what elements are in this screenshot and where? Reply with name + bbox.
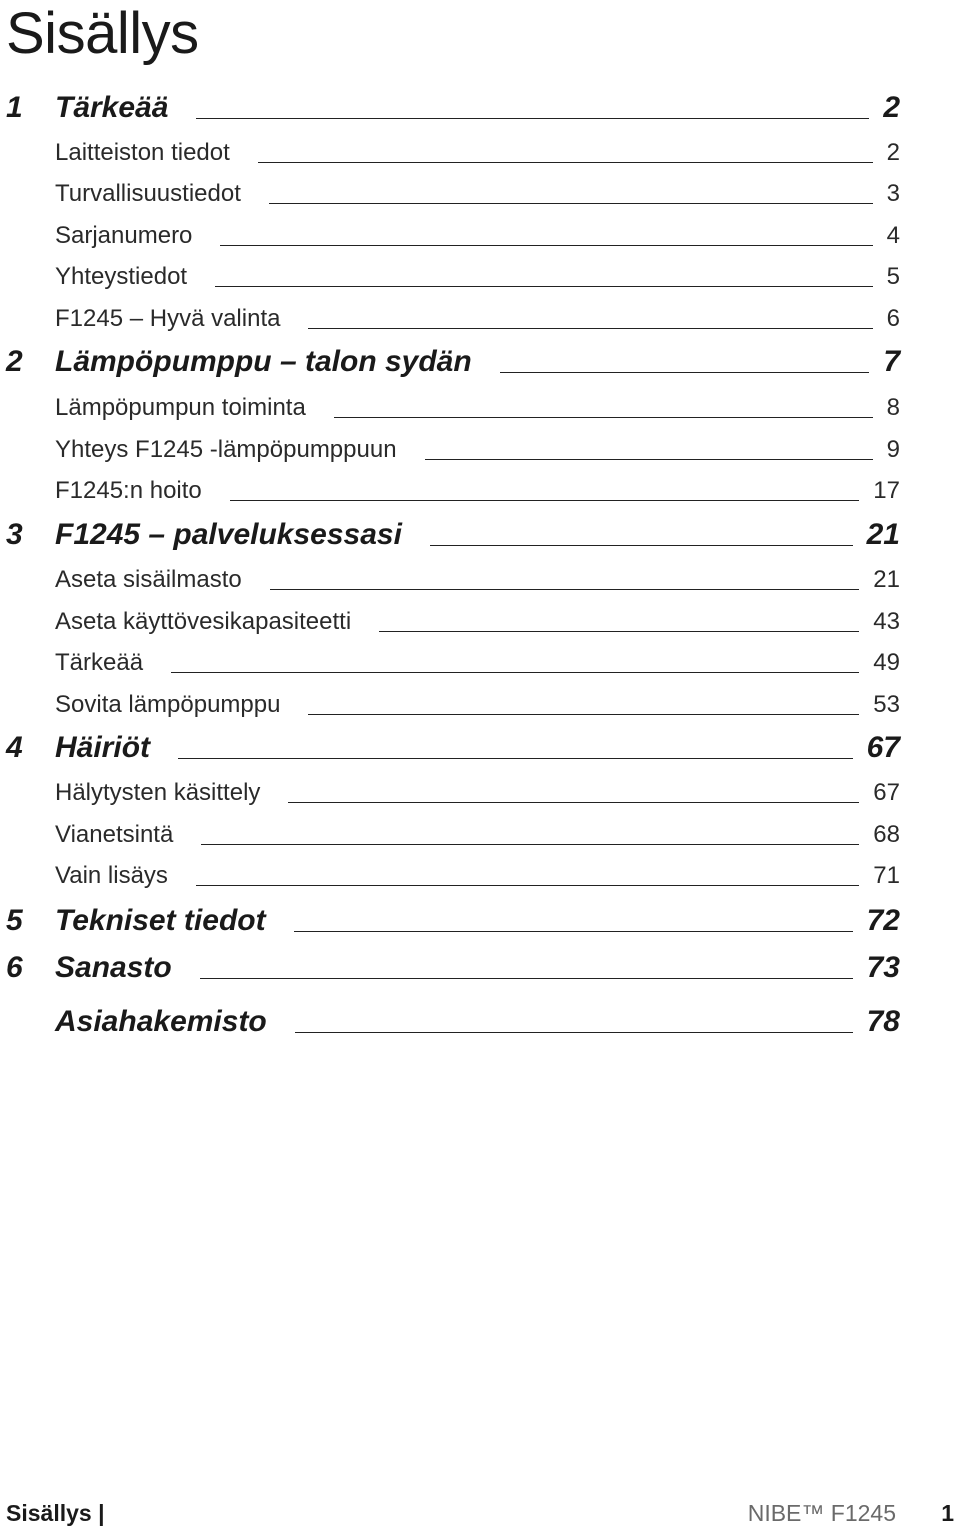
toc-page-number: 7 <box>883 345 900 378</box>
toc-section-row[interactable] <box>0 563 960 597</box>
toc-section-row[interactable] <box>0 219 960 253</box>
toc-page-number: 53 <box>873 691 900 718</box>
toc-page-number: 67 <box>873 779 900 806</box>
toc-page-number: 3 <box>886 180 900 207</box>
toc-chapter-row[interactable] <box>0 1002 960 1042</box>
toc-leader-line <box>269 203 873 204</box>
toc-section-row[interactable] <box>0 859 960 893</box>
page-footer <box>0 1495 960 1531</box>
toc-leader-line <box>379 631 859 632</box>
toc-section-row[interactable] <box>0 391 960 425</box>
footer-section-label: Sisällys | <box>6 1500 105 1526</box>
toc-page-number: 67 <box>866 731 900 764</box>
toc-leader-line <box>200 978 853 979</box>
toc-page-number: 68 <box>873 821 900 848</box>
footer-page-number: 1 <box>941 1500 954 1526</box>
toc-page-number: 9 <box>886 436 900 463</box>
toc-section-row[interactable] <box>0 136 960 170</box>
toc-chapter-title: Häiriöt <box>55 728 158 768</box>
toc-section-title: Turvallisuustiedot <box>55 177 249 211</box>
toc-section-row[interactable] <box>0 776 960 810</box>
toc-chapter-title: Sanasto <box>55 948 180 988</box>
toc-section-row[interactable] <box>0 474 960 508</box>
toc-chapter-number: 1 <box>6 91 23 124</box>
toc-page-number: 21 <box>866 518 900 551</box>
toc-leader-line <box>425 459 873 460</box>
toc-chapter-number: 3 <box>6 518 23 551</box>
toc-section-row[interactable] <box>0 688 960 722</box>
toc-leader-line <box>220 245 872 246</box>
toc-section-title: F1245:n hoito <box>55 474 210 508</box>
toc-section-title: Hälytysten käsittely <box>55 776 268 810</box>
toc-chapter-row[interactable] <box>0 948 960 988</box>
toc-page-number: 5 <box>886 263 900 290</box>
toc-chapter-title: F1245 – palveluksessasi <box>55 515 410 555</box>
toc-section-title: Sovita lämpöpumppu <box>55 688 288 722</box>
toc-leader-line <box>334 417 873 418</box>
toc-leader-line <box>430 545 853 546</box>
toc-section-title: F1245 – Hyvä valinta <box>55 302 288 336</box>
toc-section-row[interactable] <box>0 646 960 680</box>
toc-leader-line <box>295 1032 853 1033</box>
toc-section-row[interactable] <box>0 260 960 294</box>
toc-chapter-title: Tärkeää <box>55 88 176 128</box>
toc-chapter-row[interactable] <box>0 901 960 941</box>
toc-section-title: Aseta käyttövesikapasiteetti <box>55 605 359 639</box>
toc-leader-line <box>196 885 859 886</box>
toc-page-number: 21 <box>873 566 900 593</box>
toc-chapter-row[interactable] <box>0 88 960 128</box>
toc-leader-line <box>196 118 869 119</box>
toc-page-number: 43 <box>873 608 900 635</box>
page-title: Sisällys <box>6 1 199 66</box>
toc-chapter-number: 5 <box>6 904 23 937</box>
toc-leader-line <box>308 714 859 715</box>
toc-section-title: Sarjanumero <box>55 219 200 253</box>
toc-leader-line <box>215 286 873 287</box>
toc-page-number: 49 <box>873 649 900 676</box>
toc-chapter-row[interactable] <box>0 515 960 555</box>
toc-section-row[interactable] <box>0 177 960 211</box>
toc-section-title: Laitteiston tiedot <box>55 136 238 170</box>
toc-leader-line <box>171 672 859 673</box>
toc-page-number: 2 <box>883 91 900 124</box>
toc-page-number: 2 <box>886 139 900 166</box>
toc-section-title: Tärkeää <box>55 646 151 680</box>
toc-page-number: 73 <box>866 951 900 984</box>
toc-section-row[interactable] <box>0 818 960 852</box>
toc-section-title: Aseta sisäilmasto <box>55 563 250 597</box>
toc-leader-line <box>500 372 870 373</box>
toc-section-title: Yhteystiedot <box>55 260 195 294</box>
toc-leader-line <box>178 758 853 759</box>
toc-section-title: Vain lisäys <box>55 859 176 893</box>
toc-page-number: 72 <box>866 904 900 937</box>
toc-leader-line <box>270 589 860 590</box>
toc-leader-line <box>288 802 859 803</box>
toc-page-number: 17 <box>873 477 900 504</box>
toc-page-number: 71 <box>873 862 900 889</box>
toc-leader-line <box>294 931 853 932</box>
toc-leader-line <box>308 328 872 329</box>
toc-chapter-number: 2 <box>6 345 23 378</box>
toc-section-title: Lämpöpumpun toiminta <box>55 391 314 425</box>
toc-chapter-number: 6 <box>6 951 23 984</box>
toc-section-row[interactable] <box>0 433 960 467</box>
toc-leader-line <box>201 844 859 845</box>
footer-brand: NIBE™ F1245 <box>747 1500 896 1526</box>
toc-chapter-number: 4 <box>6 731 23 764</box>
toc-page-number: 6 <box>886 305 900 332</box>
toc-section-row[interactable] <box>0 605 960 639</box>
toc-section-title: Vianetsintä <box>55 818 181 852</box>
toc-page-number: 78 <box>866 1005 900 1038</box>
toc-page-number: 4 <box>886 222 900 249</box>
toc-chapter-title: Asiahakemisto <box>55 1002 275 1042</box>
toc-chapter-row[interactable] <box>0 342 960 382</box>
toc-chapter-title: Tekniset tiedot <box>55 901 274 941</box>
toc-page-number: 8 <box>886 394 900 421</box>
toc-section-title: Yhteys F1245 -lämpöpumppuun <box>55 433 405 467</box>
toc-leader-line <box>258 162 873 163</box>
toc-chapter-row[interactable] <box>0 728 960 768</box>
toc-leader-line <box>230 500 860 501</box>
toc-chapter-title: Lämpöpumppu – talon sydän <box>55 342 480 382</box>
toc-section-row[interactable] <box>0 302 960 336</box>
